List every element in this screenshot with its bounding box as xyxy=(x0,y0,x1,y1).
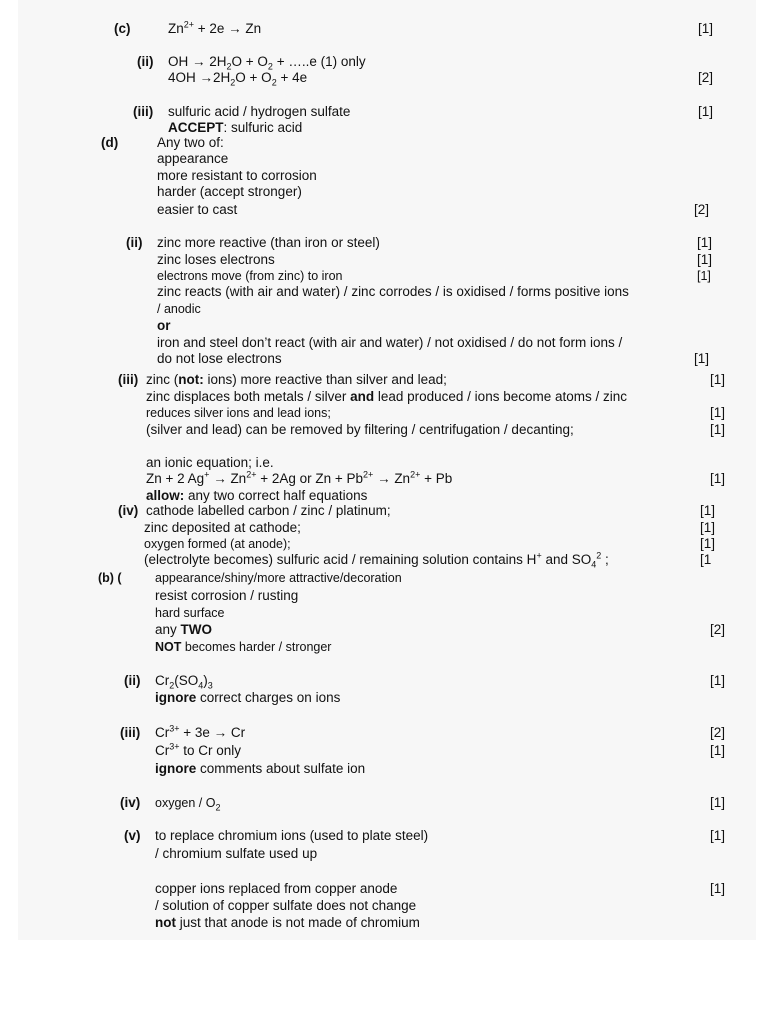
part-d-line: more resistant to corrosion xyxy=(157,168,317,183)
part-d-line: appearance xyxy=(157,151,229,166)
part-d-ii-or: or xyxy=(157,318,171,333)
part-c-iii-mark: [1] xyxy=(698,104,714,119)
part-d-iii-line1: zinc (not: ions) more reactive than silver and lead; xyxy=(146,372,447,387)
part-d-ii-line: zinc more reactive (than iron or steel) xyxy=(157,235,380,250)
part-d-iii-mark: [1] xyxy=(710,372,726,387)
part-d-line: Any two of: xyxy=(157,135,224,150)
mark-scheme-page xyxy=(18,0,756,940)
part-d-line: easier to cast xyxy=(157,202,238,217)
part-d-iii-eq-intro: an ionic equation; i.e. xyxy=(146,455,274,470)
part-b-iii-only-mark: [1] xyxy=(710,743,726,758)
part-d-iii-eq-mark: [1] xyxy=(710,471,726,486)
part-d-label: (d) xyxy=(101,135,119,150)
part-d-iv-line: zinc deposited at cathode; xyxy=(144,520,301,535)
part-c-mark: [1] xyxy=(698,21,714,36)
part-b-label: (b) ( xyxy=(98,571,122,585)
part-b-any-two: any TWO xyxy=(155,622,213,637)
part-b-ii-mark: [1] xyxy=(710,673,726,688)
part-d-ii-mark: [1] xyxy=(697,269,711,283)
part-c-ii-line2: $4OH \to 2H_2O + O_2 + 4e$ xyxy=(168,70,308,88)
part-b-iii-label: (iii) xyxy=(120,725,141,740)
part-d-ii-alt-mark: [1] xyxy=(694,351,710,366)
part-b-mark: [2] xyxy=(710,622,726,637)
part-b-line: appearance/shiny/more attractive/decoration xyxy=(155,571,402,585)
part-d-iv-mark: [1] xyxy=(700,520,716,535)
part-b-ii-formula: $Cr_2(SO_4)_3$ xyxy=(155,673,213,691)
part-d-ii-alt-line2: do not lose electrons xyxy=(157,351,282,366)
part-b-line: resist corrosion / rusting xyxy=(155,588,299,603)
part-b-ii-ignore: ignore correct charges on ions xyxy=(155,690,341,705)
part-b-iii-ignore: ignore comments about sulfate ion xyxy=(155,761,366,776)
part-b-line: hard surface xyxy=(155,606,225,620)
part-b-iii-eq-mark: [2] xyxy=(710,725,726,740)
part-b-v-line2: / chromium sulfate used up xyxy=(155,846,318,861)
part-b-iii-equation: $Cr^{3+} + 3e \to Cr$ xyxy=(155,723,246,740)
part-c-label: (c) xyxy=(114,21,131,36)
part-b-v-line1: to replace chromium ions (used to plate steel) xyxy=(155,828,429,843)
part-d-ii-line: electrons move (from zinc) to iron xyxy=(157,269,343,283)
part-b-ii-label: (ii) xyxy=(124,673,141,688)
part-b-iv-label: (iv) xyxy=(120,795,141,810)
part-d-iv-mark: [1] xyxy=(700,503,716,518)
part-c-iii-line1: sulfuric acid / hydrogen sulfate xyxy=(168,104,351,119)
part-b-iii-only: $Cr^{3+}$ to Cr only xyxy=(155,741,242,758)
part-b-not: NOT becomes harder / stronger xyxy=(155,640,332,654)
part-c-ii-line1: OH → $2H_2O + O_2$ + …..e (1) only xyxy=(168,54,366,72)
part-d-iv-last-line: (electrolyte becomes) sulfuric acid / remaining solution contains H+ and $SO_4^2$ ; xyxy=(144,550,609,570)
part-b-v-mark: [1] xyxy=(710,828,726,843)
part-d-iii-line4: (silver and lead) can be removed by filtering / centrifugation / decanting; xyxy=(146,422,574,437)
part-d-iii-line3: reduces silver ions and lead ions; xyxy=(146,406,331,420)
part-d-ii-line: zinc loses electrons xyxy=(157,252,275,267)
part-c-iii-accept: ACCEPT: sulfuric acid xyxy=(168,120,303,135)
part-d-iv-line: cathode labelled carbon / zinc / platinum; xyxy=(146,503,391,518)
part-d-iv-last-mark: [1 xyxy=(700,552,712,567)
part-b-v-label: (v) xyxy=(124,828,141,843)
part-b-v-line3: copper ions replaced from copper anode xyxy=(155,881,398,896)
part-d-iii-ionic-equation: Zn + 2 $Ag^+ \to Zn^{2+} + 2Ag$ or $Zn + Pb^{2+} \to Zn^{2+} + Pb$ xyxy=(146,469,453,486)
part-b-iv-mark: [1] xyxy=(710,795,726,810)
part-d-mark: [2] xyxy=(694,202,710,217)
part-b-v-line4: / solution of copper sulfate does not change xyxy=(155,898,417,913)
part-d-iii-mark: [1] xyxy=(710,422,726,437)
part-d-iii-allow: allow: any two correct half equations xyxy=(146,488,368,503)
part-d-iv-mark: [1] xyxy=(700,536,716,551)
part-c-iii-label: (iii) xyxy=(133,104,154,119)
part-b-iv-text: oxygen / $O_2$ xyxy=(155,796,221,813)
part-d-ii-line: zinc reacts (with air and water) / zinc corrodes / is oxidised / forms positive ions xyxy=(157,284,629,299)
part-d-line: harder (accept stronger) xyxy=(157,184,302,199)
part-d-ii-mark: [1] xyxy=(697,235,713,250)
part-d-iii-label: (iii) xyxy=(118,372,139,387)
part-d-ii-alt-line1: iron and steel don’t react (with air and water) / not oxidised / do not form ions / xyxy=(157,335,623,350)
part-d-iv-label: (iv) xyxy=(118,503,139,518)
part-d-ii-label: (ii) xyxy=(126,235,143,250)
part-c-ii-mark: [2] xyxy=(698,70,714,85)
part-c-ii-label: (ii) xyxy=(137,54,154,69)
part-b-v-mark: [1] xyxy=(710,881,726,896)
part-b-v-not: not just that anode is not made of chromium xyxy=(155,915,420,930)
part-d-ii-line: / anodic xyxy=(157,302,201,316)
part-d-iv-line: oxygen formed (at anode); xyxy=(144,537,291,551)
part-d-iii-line2: zinc displaces both metals / silver and lead produced / ions become atoms / zinc xyxy=(146,389,627,404)
part-c-equation: $Zn^{2+} + 2e \to Zn$ xyxy=(168,19,262,36)
part-d-iii-mark: [1] xyxy=(710,405,726,420)
part-d-ii-mark: [1] xyxy=(697,252,713,267)
